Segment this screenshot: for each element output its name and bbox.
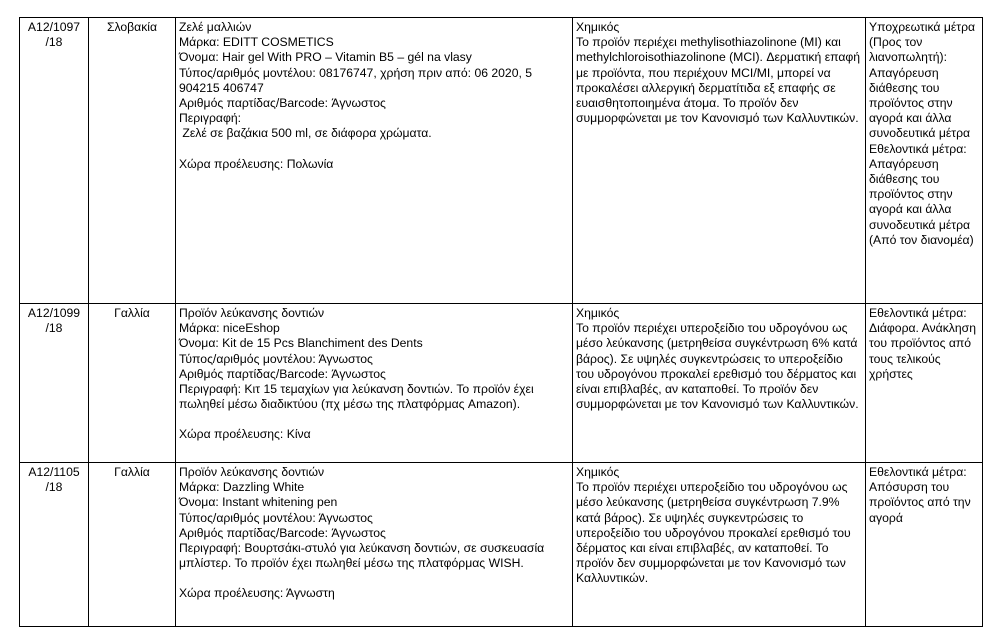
product-description: Περιγραφή: Κιτ 15 τεμαχίων για λεύκανση δοντιών. Το προϊόν έχει πωληθεί μέσω διαδικτύου (πχ μέσω της πλατφόρμας Amazon). [179,382,538,412]
risk-cell [573,18,866,304]
product-category: Προϊόν λεύκανσης δοντιών [179,306,325,320]
notifying-country: Γαλλία [89,304,176,463]
table-row [20,18,983,304]
product-model: Τύπος/αριθμός μοντέλου: 08176747, χρήση πριν από: 06 2020, 5 904215 406747 [179,65,536,95]
table-row [20,304,983,463]
notifying-country: Γαλλία [89,463,176,627]
product-cell [176,463,573,627]
product-origin: Χώρα προέλευσης: Κίνα [179,427,311,442]
product-batch: Αριθμός παρτίδας/Barcode: Άγνωστος [179,525,386,540]
risk-type: Χημικός [576,465,620,479]
product-name: Όνομα: Hair gel With PRO – Vitamin B5 – gél na vlasy [179,50,472,65]
product-brand: Μάρκα: niceEshop [179,321,280,336]
notifications-table [19,17,983,627]
risk-text: Το προϊόν περιέχει υπεροξείδιο του υδρογόνου ως μέσο λεύκανσης (μετρηθείσα συγκέντρωση 7.9% κατά βάρος). Σε υψηλές συγκεντρώσεις το υπεροξείδιο του υδρογόνου προκαλεί ερεθισμό του δέρματος και είναι επιβλαβές, αν καταποθεί. Το προϊόν δεν συμμορφώνεται με τον Κανονισμό των Καλλυντικών. [576,480,855,586]
product-category: Ζελέ μαλλιών [179,20,252,34]
product-name: Όνομα: Kit de 15 Pcs Blanchiment des Dents [179,336,423,351]
notifying-country: Σλοβακία [89,18,176,304]
risk-text: Το προϊόν περιέχει υπεροξείδιο του υδρογόνου ως μέσο λεύκανσης (μετρηθείσα συγκέντρωση 6% κατά βάρος). Σε υψηλές συγκεντρώσεις το υπεροξείδιο του υδρογόνου προκαλεί ερεθισμό του δέρματος και είναι επιβλαβές, αν καταποθεί. Το προϊόν δεν συμμορφώνεται με τον Κανονισμό των Καλλυντικών. [576,321,861,412]
product-origin: Χώρα προέλευσης: Πολωνία [179,156,334,171]
product-cell [176,18,573,304]
measures-cell: Υποχρεωτικά μέτρα (Προς τον λιανοπωλητή): Απαγόρευση διάθεσης του προϊόντος στην αγορά και άλλα συνοδευτικά μέτρα Εθελοντικά μέτρα: Απαγόρευση διάθεσης του προϊόντος στην αγορά και άλλα συνοδευτικά μέτρα (Από τον διανομέα) [866,18,983,304]
product-cell [176,304,573,463]
product-brand: Μάρκα: EDITT COSMETICS [179,35,334,50]
product-category: Προϊόν λεύκανσης δοντιών [179,465,325,479]
product-brand: Μάρκα: Dazzling White [179,480,305,495]
product-batch: Αριθμός παρτίδας/Barcode: Άγνωστος [179,366,386,381]
product-description: Περιγραφή: Βουρτσάκι-στυλό για λεύκανση δοντιών, σε συσκευασία μπλίστερ. Το προϊόν έχει πωληθεί μέσω της πλατφόρμας WISH. [179,541,548,571]
measures-cell: Εθελοντικά μέτρα: Διάφορα. Ανάκληση του προϊόντος από τους τελικούς χρήστες [866,304,983,463]
risk-type: Χημικός [576,20,620,34]
product-model: Τύπος/αριθμός μοντέλου: Άγνωστος [179,510,373,525]
product-model: Τύπος/αριθμός μοντέλου: Άγνωστος [179,351,373,366]
product-origin: Χώρα προέλευσης: Άγνωστη [179,586,335,601]
risk-cell [573,304,866,463]
product-description: Περιγραφή: Ζελέ σε βαζάκια 500 ml, σε διάφορα χρώματα. [179,111,432,141]
risk-text: Το προϊόν περιέχει methylisothiazolinone (MI) και methylchloroisothiazolinone (MCI). Δερματική επαφή με προϊόντα, που περιέχουν MCI/MI, μπορεί να προκαλέσει αλλεργική δερματίτιδα εξ επαφής σε ευαισθητοποιημένα άτομα. Το προϊόν δεν συμμορφώνεται με τον Κανονισμό των Καλλυντικών. [576,35,864,126]
table-row [20,463,983,627]
product-batch: Αριθμός παρτίδας/Barcode: Άγνωστος [179,96,386,111]
risk-cell [573,463,866,627]
reference-number: A12/1097 /18 [20,18,89,304]
reference-number: A12/1099 /18 [20,304,89,463]
product-name: Όνομα: Instant whitening pen [179,495,338,510]
reference-number: A12/1105 /18 [20,463,89,627]
measures-cell: Εθελοντικά μέτρα: Απόσυρση του προϊόντος από την αγορά [866,463,983,627]
risk-type: Χημικός [576,306,620,320]
